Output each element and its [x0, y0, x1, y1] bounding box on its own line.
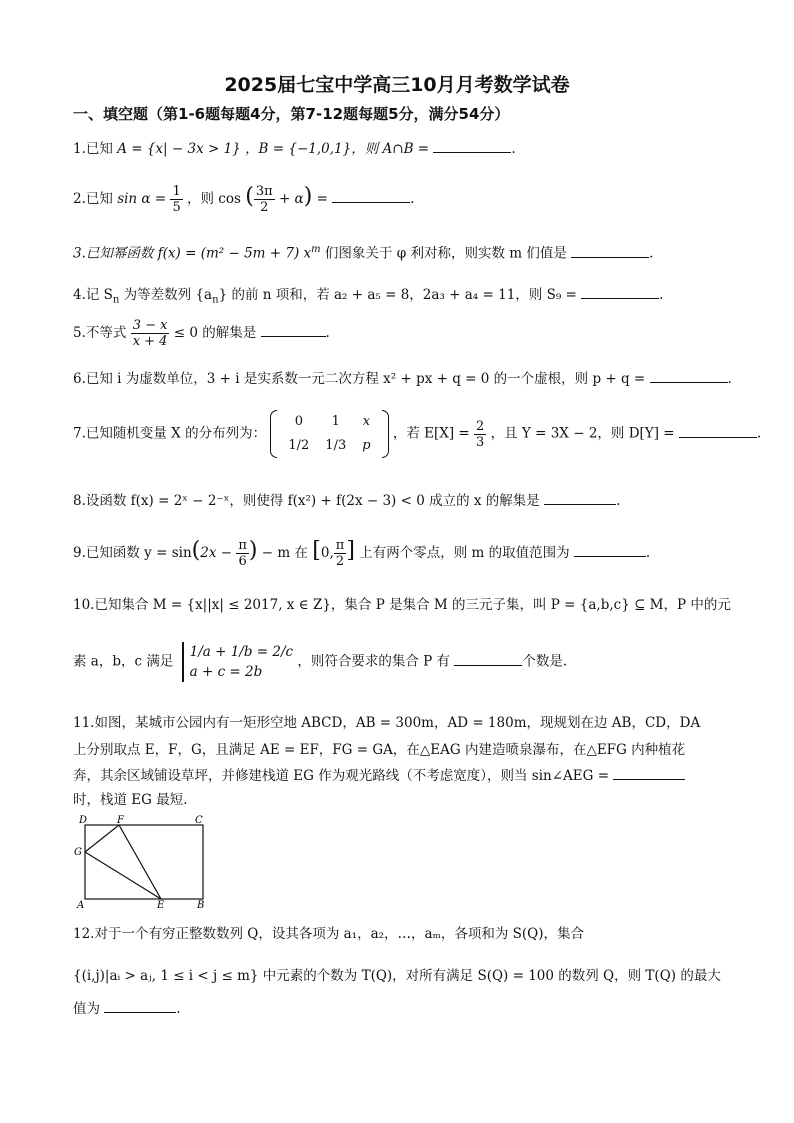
- label-B: B: [197, 900, 205, 910]
- answer-blank[interactable]: [544, 490, 616, 505]
- answer-blank[interactable]: [574, 542, 646, 557]
- question-2: 2.已知 sin α = $\frac{1}{5}$ ，则 cos ( $\frac{3\pi}{2}$ + α) = .: [73, 184, 415, 215]
- fraction: $\frac{2}{3}$: [476, 418, 485, 450]
- label-E: E: [157, 900, 165, 910]
- fraction: $\frac{\pi}{6}$: [238, 538, 247, 569]
- answer-blank[interactable]: [650, 368, 728, 383]
- answer-blank[interactable]: [454, 651, 522, 666]
- question-1: 1.已知 A = {x| − 3x > 1} ，B = {−1,0,1}，则 A∩B = .: [73, 138, 516, 159]
- label-A: A: [77, 900, 85, 910]
- fraction: $\frac{\pi}{2}$: [335, 538, 345, 569]
- label-G: G: [74, 847, 82, 858]
- fraction: $\frac{1}{5}$: [172, 184, 181, 215]
- question-11-line2: 上分别取点 E，F，G，且满足 AE = EF，FG = GA，在△EAG 内建造喷泉瀑布，在△EFG 内种植花: [73, 742, 686, 758]
- distribution-table: 0 1 x 1/2 1/3 p: [270, 410, 388, 458]
- question-10-line1: 10.已知集合 M = {x||x| ≤ 2017, x ∈ Z}，集合 P 是集合 M 的三元子集，叫 P = {a,b,c} ⊆ M，P 中的元: [73, 597, 731, 613]
- answer-blank[interactable]: [613, 765, 685, 780]
- question-10-line2: 素 a，b，c 满足 1/a + 1/b = 2/c a + c = 2b ，则符合要求的集合 P 有 个数是.: [73, 644, 568, 680]
- answer-blank[interactable]: [581, 284, 659, 299]
- equation-system: 1/a + 1/b = 2/c a + c = 2b: [182, 642, 293, 682]
- question-7: 7.已知随机变量 X 的分布列为： 0 1 x 1/2 1/3 p ，若 E[X] = $\frac{2}{3}$ ，且 Y = 3X − 2，则 D[Y] = .: [73, 410, 761, 458]
- answer-blank[interactable]: [571, 243, 649, 258]
- question-11-line1: 11.如图，某城市公园内有一矩形空地 ABCD，AB = 300m，AD = 180m，现规划在边 AB，CD，DA: [73, 715, 701, 731]
- question-12-line3: 值为 .: [73, 998, 181, 1019]
- question-9: 9.已知函数 y = sin(2x − $\frac{\pi}{6}$ ) − m 在 [0, $\frac{\pi}{2}$ ] 上有两个零点，则 m 的取值范围为 .: [73, 538, 651, 569]
- answer-blank[interactable]: [261, 322, 326, 337]
- label-C: C: [195, 815, 203, 826]
- question-6: 6.已知 i 为虚数单位，3 + i 是实系数一元二次方程 x² + px + q = 0 的一个虚根，则 p + q = .: [73, 368, 732, 389]
- question-11-line4: 时，栈道 EG 最短.: [73, 792, 188, 808]
- question-8: 8.设函数 f(x) = 2ˣ − 2⁻ˣ，则使得 f(x²) + f(2x − 3) < 0 成立的 x 的解集是 .: [73, 490, 620, 511]
- answer-blank[interactable]: [433, 138, 511, 153]
- park-diagram: [73, 815, 213, 910]
- answer-blank[interactable]: [104, 998, 176, 1013]
- label-D: D: [79, 815, 88, 826]
- question-11-line3: 奔，其余区域铺设草坪，并修建栈道 EG 作为观光路线（不考虑宽度），则当 sin∠AEG =: [73, 765, 685, 786]
- section-heading: 一、填空题（第1-6题每题4分，第7-12题每题5分，满分54分）: [73, 105, 510, 123]
- question-12-line1: 12.对于一个有穷正整数数列 Q，设其各项为 a₁，a₂，…，aₘ，各项和为 S(Q)，集合: [73, 926, 585, 942]
- answer-blank[interactable]: [679, 423, 757, 438]
- answer-blank[interactable]: [332, 188, 410, 203]
- question-12-line2: {(i,j)|aᵢ > aⱼ, 1 ≤ i < j ≤ m} 中元素的个数为 T(Q)，对所有满足 S(Q) = 100 的数列 Q，则 T(Q) 的最大: [73, 968, 721, 984]
- question-3: 3.已知幂函数 f(x) = (m² − 5m + 7) $x^m$ 们图象关于 φ 利对称，则实数 m 们值是 .: [73, 244, 654, 262]
- fraction: $\frac{3\pi}{2}$: [255, 184, 273, 215]
- page-title: 2025届七宝中学高三10月月考数学试卷: [224, 74, 570, 96]
- fraction: $\frac{3 - x}{x + 4}$: [132, 318, 168, 349]
- question-4: 4.记 $S_n$ 为等差数列 $\{a_n\}$ 的前 n 项和，若 a₂ + a₅ = 8，2a₃ + a₄ = 11，则 S₉ = .: [73, 284, 663, 311]
- label-F: F: [117, 815, 124, 826]
- question-5: 5.不等式 $\frac{3 - x}{x + 4}$ ≤ 0 的解集是 .: [73, 318, 330, 349]
